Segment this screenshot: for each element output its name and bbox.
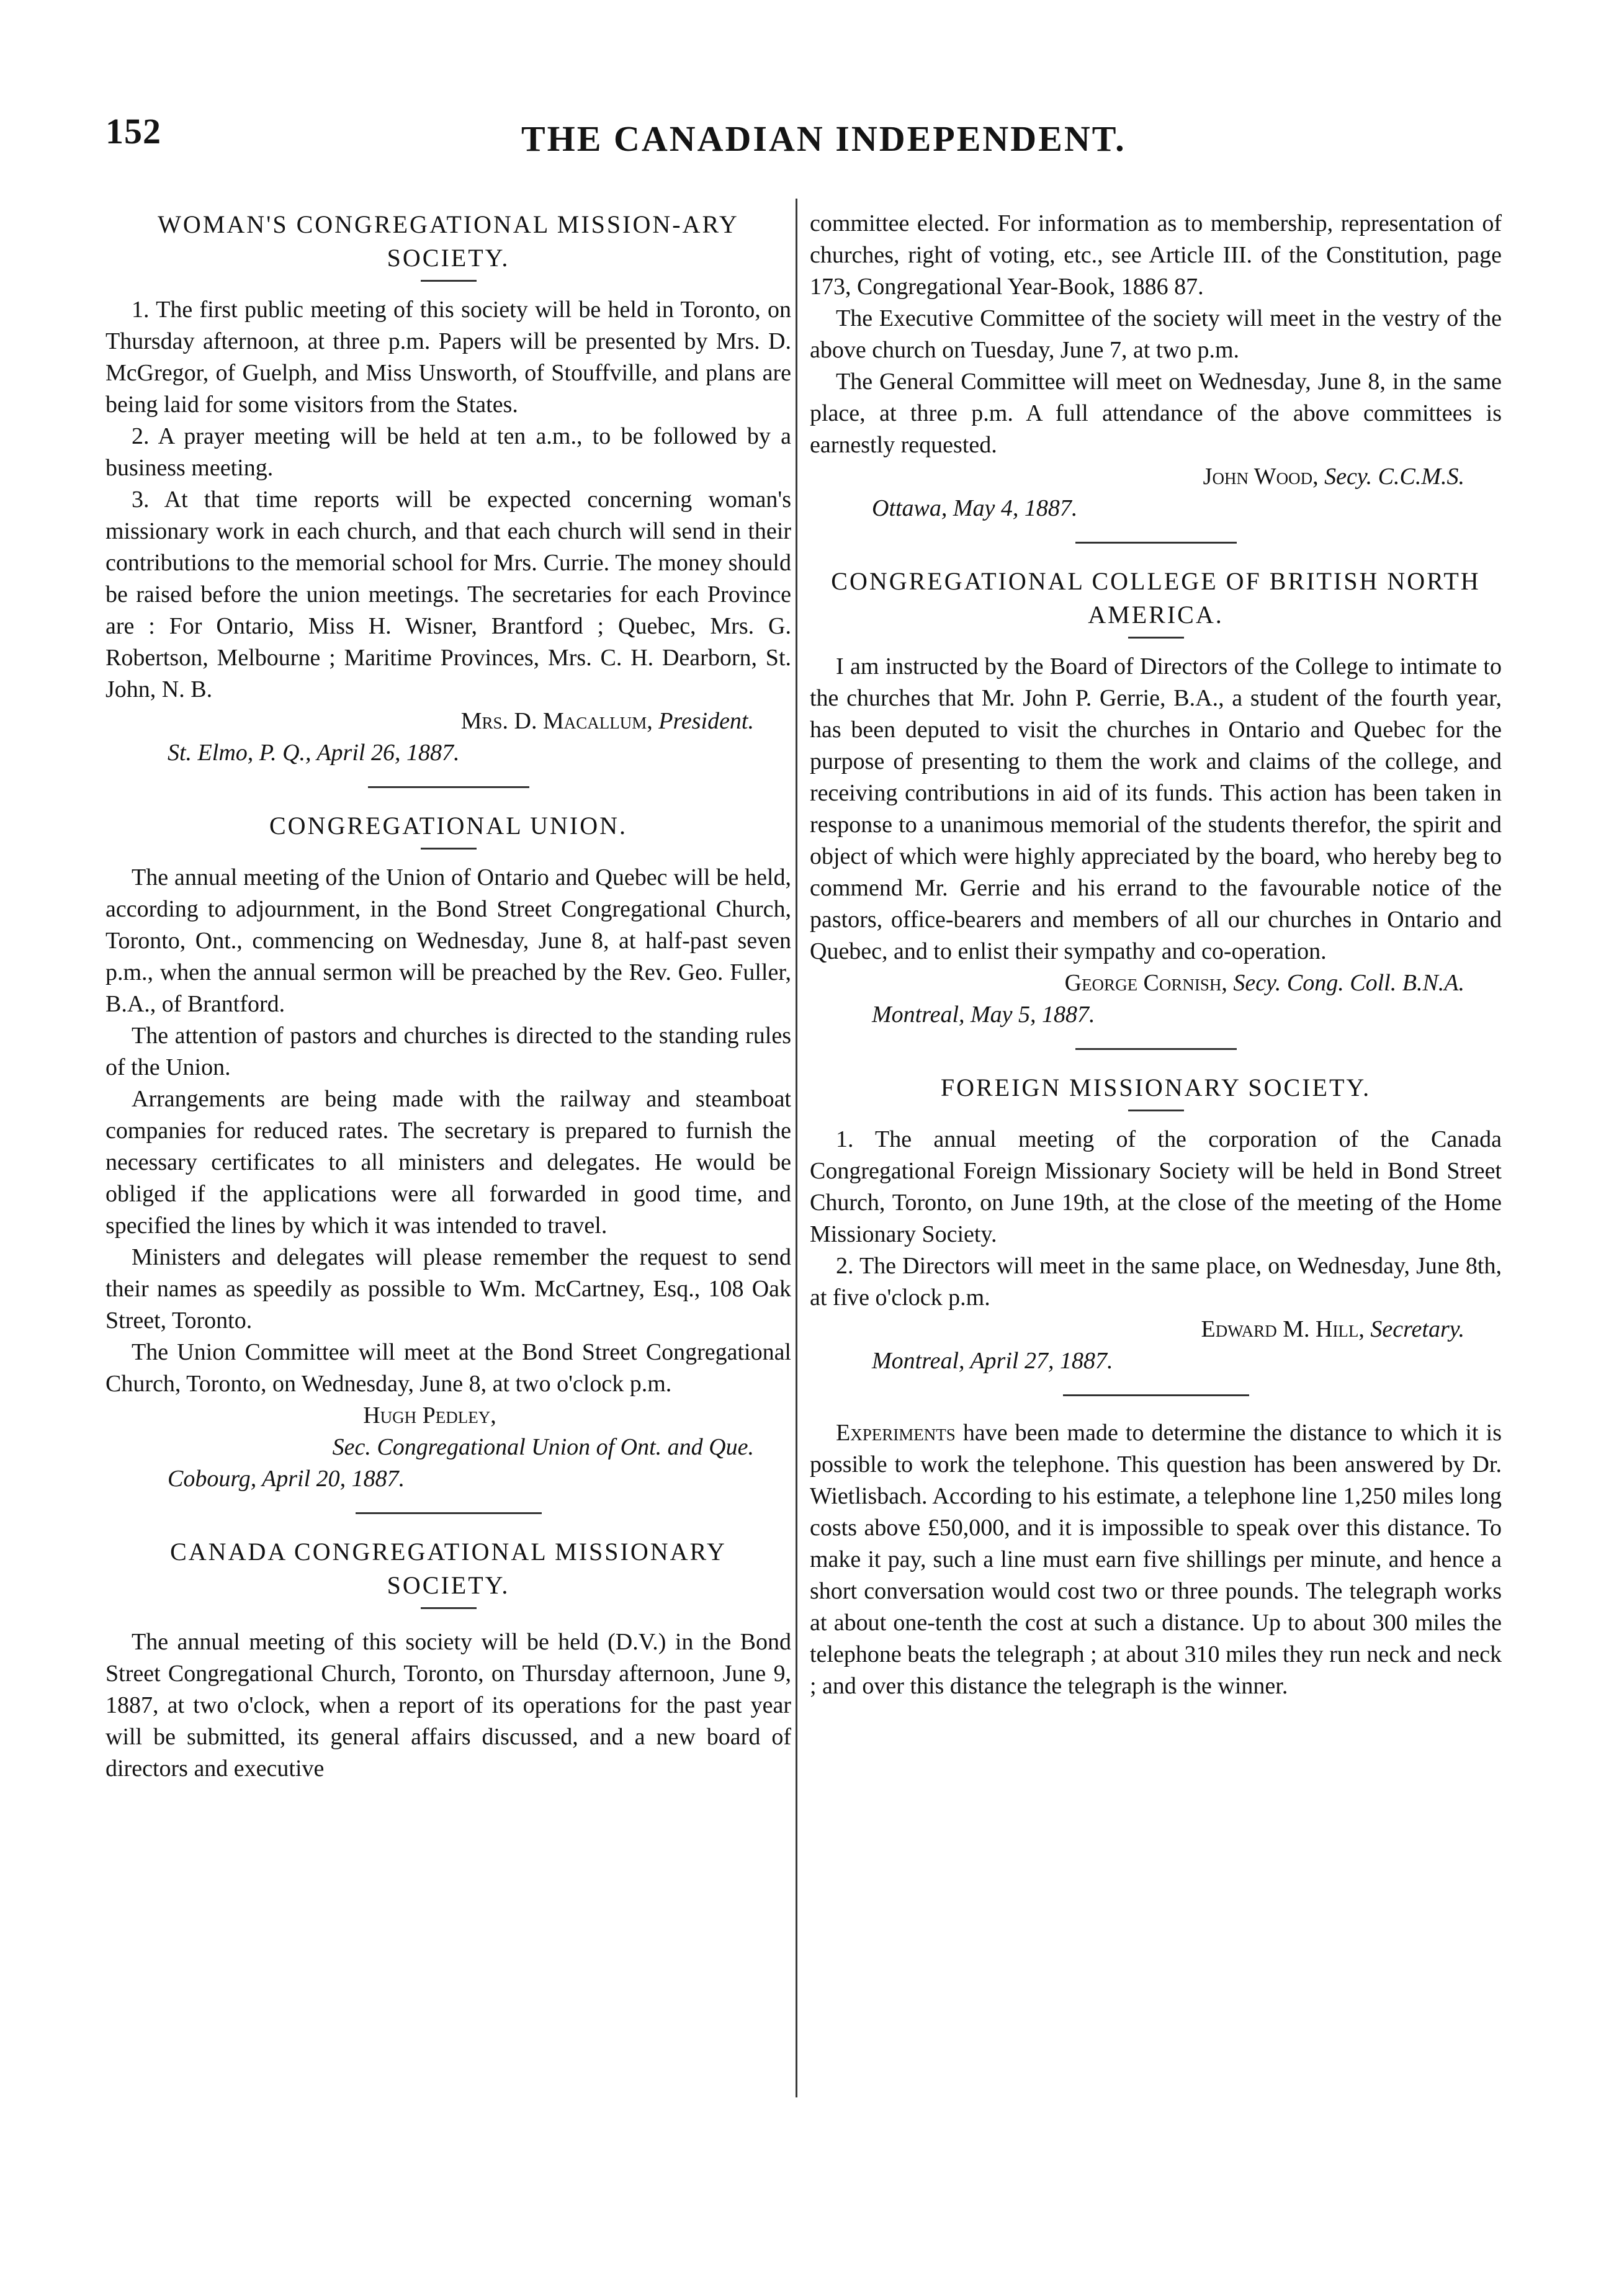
ccms-sig-name: John Wood, xyxy=(1203,464,1319,490)
college-notice xyxy=(810,565,1502,1031)
foreign-sig-name: Edward M. Hill, xyxy=(1201,1316,1365,1342)
ccms-cont-para-1: committee elected. For information as to membership, representation of churches, right of voting, etc., see Article III. of the Constitution, page 173, Congregational Year-Book, 1886 87. xyxy=(810,210,1502,300)
union-para-4: Ministers and delegates will please remember the request to send their names as speedily as possible to Wm. McCartney, Esq., 108 Oak Street, Toronto. xyxy=(105,1244,791,1334)
wcms-notice xyxy=(105,208,791,769)
union-para-2: The attention of pastors and churches is directed to the standing rules of the Union. xyxy=(105,1023,791,1080)
college-place-date: Montreal, May 5, 1887. xyxy=(872,1002,1095,1028)
union-title: CONGREGATIONAL UNION. xyxy=(269,812,628,840)
union-sig-name xyxy=(105,1400,754,1432)
title-dash xyxy=(1128,637,1184,639)
ccms-cont-para-3: The General Committee will meet on Wednesday, June 8, in the same place, at three p.m. A full attendance of the above committees is earnestly requested. xyxy=(810,369,1502,458)
foreign-title: FOREIGN MISSIONARY SOCIETY. xyxy=(940,1074,1371,1101)
ccms-title: CANADA CONGREGATIONAL MISSIONARY SOCIETY. xyxy=(170,1538,727,1599)
title-dash xyxy=(1128,1110,1184,1111)
foreign-notice xyxy=(810,1071,1502,1377)
ccms-notice xyxy=(105,1535,791,1785)
section-separator xyxy=(1075,542,1237,544)
college-sig-title: Secy. Cong. Coll. B.N.A. xyxy=(1233,970,1464,996)
union-para-5: The Union Committee will meet at the Bond Street Congregational Church, Toronto, on Wednesday, June 8, at two o'clock p.m. xyxy=(105,1339,791,1397)
foreign-sig-title: Secretary. xyxy=(1370,1316,1464,1342)
section-separator xyxy=(1075,1048,1237,1050)
union-para-1: The annual meeting of the Union of Ontario and Quebec will be held, according to adjournment, in the Bond Street Congregational Church, Toronto, Ont., commencing on Wednesday, June 8, at half-past seven p.m., when the annual sermon will be preached by the Rev. Geo. Fuller, B.A., of Brantford. xyxy=(105,864,791,1017)
wcms-para-3: 3. At that time reports will be expected concerning woman's missionary work in each church, and that each church will send in their contributions to the memorial school for Mrs. Currie. The money should be raised before the union meetings. The secretaries for each Province are : For Ontario, Miss H. Wisner, Brantford ; Quebec, Mrs. G. Robertson, Melbourne ; Maritime Provinces, Mrs. C. H. Dearborn, St. John, N. B. xyxy=(105,487,791,702)
title-dash xyxy=(421,1607,477,1609)
union-place-date: Cobourg, April 20, 1887. xyxy=(168,1466,405,1492)
ccms-para-1: The annual meeting of this society will be held (D.V.) in the Bond Street Congregational Church, Toronto, on Thursday afternoon, June 9, 1887, at two o'clock, when a report of its operations for the past year will be submitted, its general affairs discussed, and a new board of directors and executive xyxy=(105,1629,791,1782)
union-para-3: Arrangements are being made with the railway and steamboat companies for reduced rates. The secretary is prepared to furnish the necessary certificates to all ministers and delegates. He would be obliged if the applications were all forwarded in good time, and specified the lines by which it was intended to travel. xyxy=(105,1086,791,1239)
ccms-cont-para-2: The Executive Committee of the society will meet in the vestry of the above church on Tuesday, June 7, at two p.m. xyxy=(810,305,1502,363)
wcms-para-1: 1. The first public meeting of this society will be held in Toronto, on Thursday afternoon, at three p.m. Papers will be presented by Mrs. D. McGregor, of Guelph, and Miss Unsworth, of Stouffville, and plans are being laid for some visitors from the States. xyxy=(105,297,791,418)
college-para-1: I am instructed by the Board of Directors of the College to intimate to the churches that Mr. John P. Gerrie, B.A., a student of the fourth year, has been deputed to visit the churches in Ontario and Quebec for the purpose of presenting to them the work and claims of the college, and receiving contributions in aid of its funds. This action has been taken in response to a unanimous memorial of the students therefor, the spirit and object of which were highly appreciated by the board, who hereby beg to commend Mr. Gerrie and his errand to the favourable notice of the pastors, office-bearers and members of all our churches in Ontario and Quebec, and to enlist their sympathy and co-operation. xyxy=(810,653,1502,964)
wcms-para-2: 2. A prayer meeting will be held at ten a.m., to be followed by a business meeting. xyxy=(105,423,791,481)
wcms-sig-name: Mrs. D. Macallum, xyxy=(460,708,653,734)
section-separator xyxy=(1063,1394,1249,1396)
left-column xyxy=(105,208,791,1785)
union-notice xyxy=(105,809,791,1495)
wcms-sig-title: President. xyxy=(658,708,754,734)
ccms-continued xyxy=(810,208,1502,524)
foreign-para-2: 2. The Directors will meet in the same place, on Wednesday, June 8th, at five o'clock p.m. xyxy=(810,1253,1502,1311)
college-signature xyxy=(810,967,1464,999)
section-separator xyxy=(356,1512,542,1514)
wcms-place-date: St. Elmo, P. Q., April 26, 1887. xyxy=(168,740,460,766)
college-sig-name: George Cornish, xyxy=(1064,970,1227,996)
experiments-lead: Experiments xyxy=(836,1420,956,1446)
foreign-place-date: Montreal, April 27, 1887. xyxy=(872,1348,1113,1374)
college-title: CONGREGATIONAL COLLEGE OF BRITISH NORTH AMERICA. xyxy=(831,567,1481,629)
experiments-text: have been made to determine the distance to which it is possible to work the telephone. This question has been answered by Dr. Wietlisbach. According to his estimate, a telephone line 1,250 miles long costs above £50,000, and it is impossible to speak over this distance. To make it pay, such a line must earn five shillings per minute, and hence a short conversation would cost two or three pounds. The telegraph works at about one-tenth the cost at such a distance. Up to about 300 miles the telephone beats the telegraph ; at about 310 miles they run neck and neck ; and over this distance the telegraph is the winner. xyxy=(810,1420,1502,1699)
wcms-title: WOMAN'S CONGREGATIONAL MISSION-ARY SOCIETY. xyxy=(158,210,739,272)
ccms-sig-title: Secy. C.C.M.S. xyxy=(1324,464,1464,490)
title-dash xyxy=(421,848,477,850)
union-sig-name-text: Hugh Pedley, xyxy=(363,1402,496,1428)
column-rule xyxy=(796,199,797,2097)
experiments-article xyxy=(810,1417,1502,1702)
running-title: THE CANADIAN INDEPENDENT. xyxy=(521,119,1126,159)
foreign-signature xyxy=(810,1314,1464,1345)
right-column xyxy=(810,208,1502,1702)
union-sig-title: Sec. Congregational Union of Ont. and Que. xyxy=(332,1434,754,1460)
experiments-para xyxy=(810,1417,1502,1702)
section-separator xyxy=(368,786,529,788)
wcms-signature xyxy=(105,706,754,737)
title-dash xyxy=(421,280,477,282)
ccms-signature xyxy=(810,461,1464,493)
foreign-para-1: 1. The annual meeting of the corporation of the Canada Congregational Foreign Missionary Society will be held in Bond Street Church, Toronto, on June 19th, at the close of the meeting of the Home Missionary Society. xyxy=(810,1126,1502,1247)
page-number: 152 xyxy=(105,111,161,151)
ccms-place-date: Ottawa, May 4, 1887. xyxy=(872,495,1078,521)
